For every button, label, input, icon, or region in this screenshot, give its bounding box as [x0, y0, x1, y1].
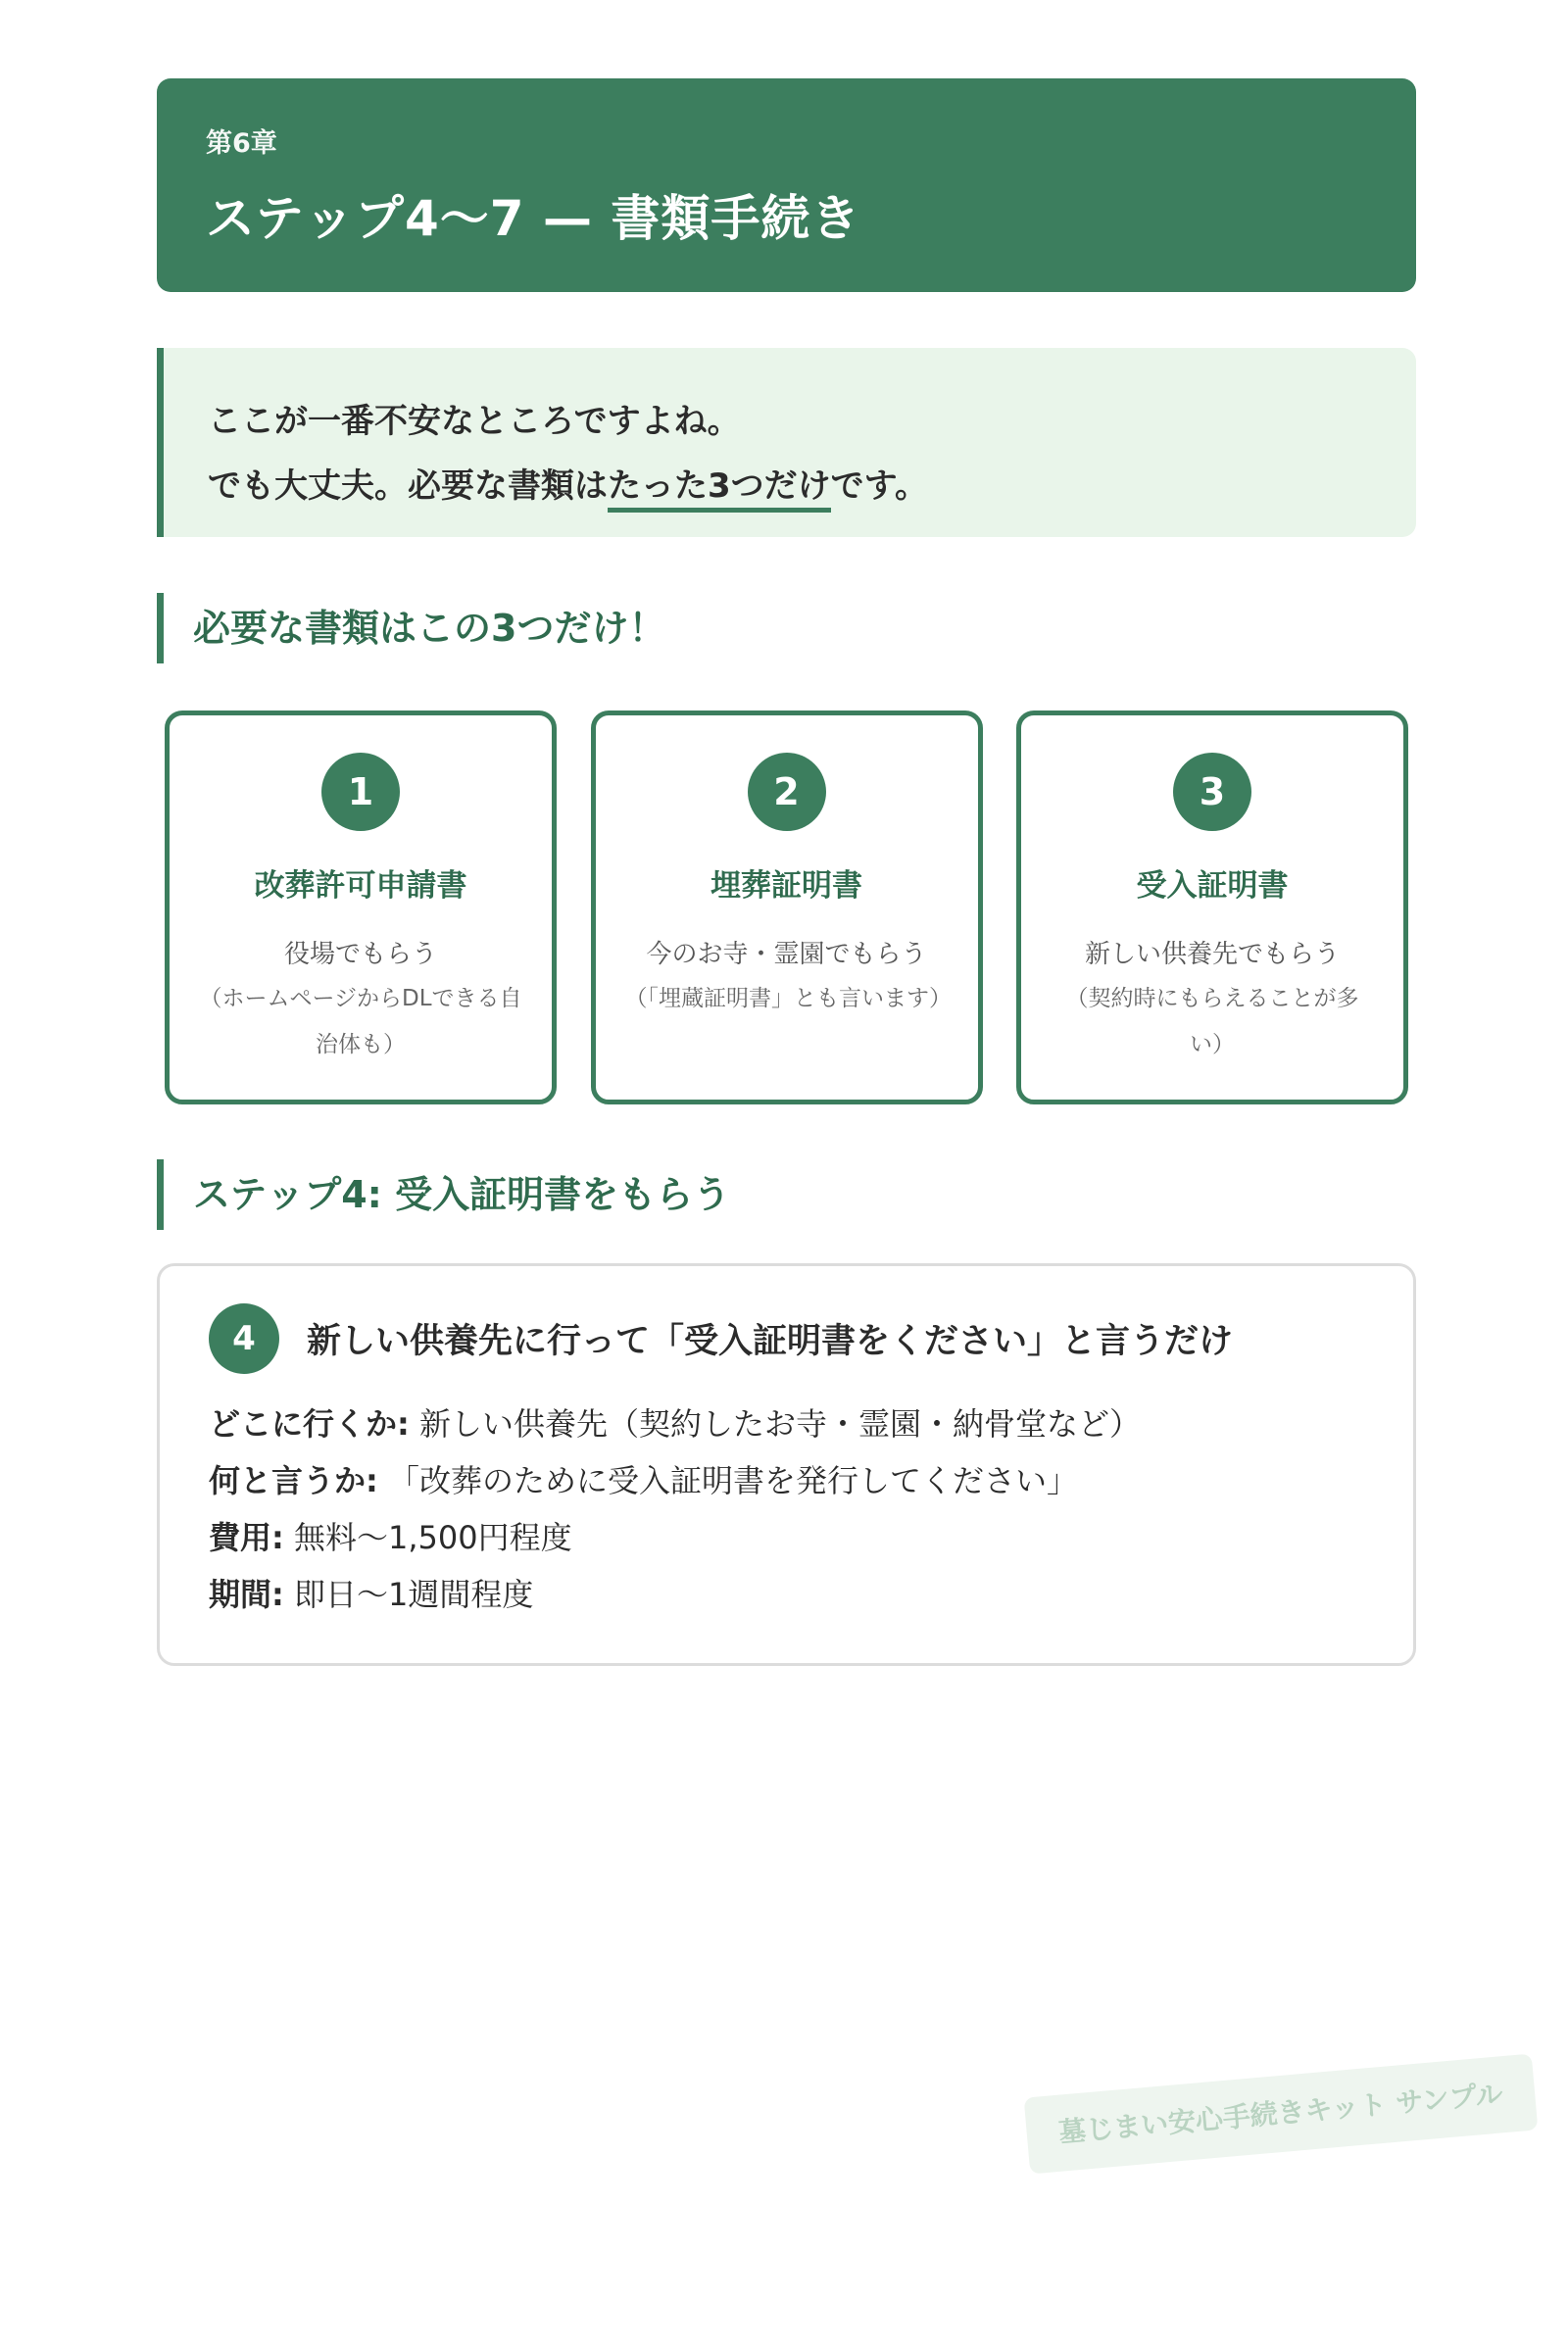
card-number-badge: 2 — [748, 753, 826, 831]
intro-line-2-suffix: です。 — [830, 466, 928, 506]
card-number-badge: 1 — [321, 753, 400, 831]
detail-label: 何と言うか: — [209, 1462, 378, 1499]
sample-watermark: 墓じまい安心手続きキット サンプル — [1024, 2053, 1539, 2174]
detail-label: どこに行くか: — [209, 1405, 410, 1443]
intro-line-2-prefix: でも大丈夫。必要な書類は — [208, 466, 608, 506]
detail-value: 新しい供養先（契約したお寺・霊園・納骨堂など） — [418, 1405, 1141, 1443]
detail-row-what-to-say — [209, 1452, 1364, 1509]
card-source: 今のお寺・霊園でもらう — [646, 940, 927, 969]
step-number-badge: 4 — [209, 1303, 279, 1374]
detail-row-cost — [209, 1509, 1364, 1566]
step4-section-heading: ステップ4: 受入証明書をもらう — [157, 1159, 1416, 1230]
chapter-label: 第6章 — [206, 128, 277, 159]
document-cards — [157, 710, 1416, 1104]
card-title: 改葬許可申請書 — [254, 868, 467, 904]
detail-value: 無料〜1,500円程度 — [293, 1519, 572, 1556]
documents-section-heading: 必要な書類はこの3つだけ！ — [157, 593, 1416, 663]
detail-value: 即日〜1週間程度 — [293, 1576, 534, 1613]
card-note: （ホームページからDLできる自治体も） — [199, 986, 522, 1057]
intro-callout — [157, 348, 1416, 537]
detail-label: 費用: — [209, 1519, 284, 1556]
detail-label: 期間: — [209, 1576, 284, 1613]
page — [157, 78, 1416, 1666]
chapter-header — [157, 78, 1416, 292]
card-note: （「埋蔵証明書」とも言います） — [624, 986, 952, 1011]
document-card-2 — [591, 710, 983, 1104]
detail-row-where — [209, 1396, 1364, 1452]
intro-line-2 — [208, 454, 1372, 518]
detail-row-period — [209, 1566, 1364, 1623]
step4-title: 新しい供養先に行って「受入証明書をください」と言うだけ — [307, 1322, 1234, 1361]
intro-emphasis: たった3つだけ — [608, 466, 831, 513]
card-title: 埋葬証明書 — [710, 868, 862, 904]
card-note: （契約時にもらえることが多い） — [1065, 986, 1359, 1057]
card-number-badge: 3 — [1173, 753, 1251, 831]
detail-value: 「改葬のために受入証明書を発行してください」 — [387, 1462, 1078, 1499]
card-source: 役場でもらう — [283, 940, 437, 969]
card-source: 新しい供養先でもらう — [1084, 940, 1340, 969]
chapter-title: ステップ4〜7 — 書類手続き — [206, 190, 861, 247]
card-title: 受入証明書 — [1136, 868, 1289, 904]
step4-details — [209, 1396, 1364, 1623]
step4-box — [157, 1263, 1416, 1666]
step4-header — [209, 1303, 1364, 1374]
document-card-1 — [165, 710, 557, 1104]
document-card-3 — [1016, 710, 1408, 1104]
intro-line-1: ここが一番不安なところですよね。 — [208, 402, 741, 441]
